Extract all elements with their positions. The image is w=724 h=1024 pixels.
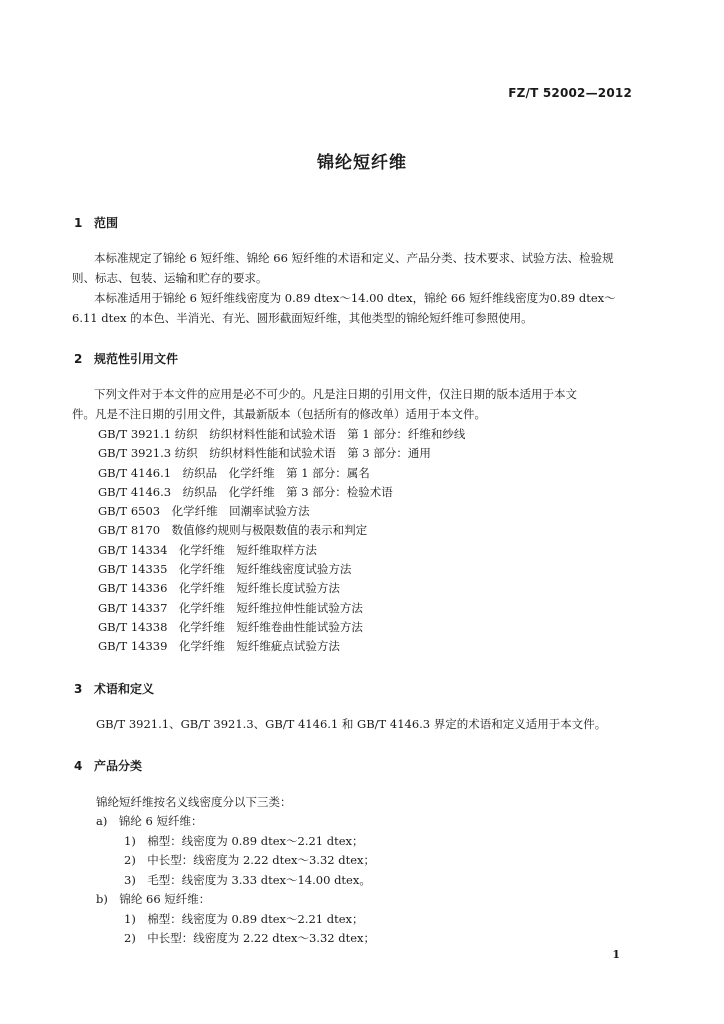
section-title: 范围 [94,216,119,230]
section-title: 产品分类 [94,759,143,773]
section-title: 术语和定义 [94,682,155,696]
list-item: 3) 毛型：线密度为 3.33 dtex～14.00 dtex。 [124,873,371,887]
reference-item: GB/T 14336 化学纤维 短纤维长度试验方法 [98,581,340,595]
reference-item: GB/T 14337 化学纤维 短纤维拉伸性能试验方法 [98,601,363,615]
reference-item: GB/T 14334 化学纤维 短纤维取样方法 [98,543,317,557]
reference-item: GB/T 6503 化学纤维 回潮率试验方法 [98,504,310,518]
section-number: 4 [74,759,83,773]
reference-item: GB/T 3921.1 纺织 纺织材料性能和试验术语 第 1 部分：纤维和纱线 [98,427,466,441]
list-item: 2) 中长型：线密度为 2.22 dtex～3.32 dtex； [124,853,376,867]
section-title: 规范性引用文件 [94,352,179,366]
reference-item: GB/T 4146.1 纺织品 化学纤维 第 1 部分：属名 [98,466,370,480]
section-number: 3 [74,682,83,696]
reference-item: GB/T 3921.3 纺织 纺织材料性能和试验术语 第 3 部分：通用 [98,446,431,460]
paragraph-line: 则、标志、包装、运输和贮存的要求。 [72,271,268,285]
list-item: 1) 棉型：线密度为 0.89 dtex～2.21 dtex； [124,912,364,926]
section-3-heading [74,680,154,697]
reference-item: GB/T 14338 化学纤维 短纤维卷曲性能试验方法 [98,620,363,634]
reference-item: GB/T 4146.3 纺织品 化学纤维 第 3 部分：检验术语 [98,485,393,499]
document-title: 锦纶短纤维 [317,153,407,173]
standard-number: FZ/T 52002—2012 [508,86,632,100]
list-item: a) 锦纶 6 短纤维： [96,814,203,828]
section-number: 1 [74,216,83,230]
reference-item: GB/T 14335 化学纤维 短纤维线密度试验方法 [98,562,352,576]
reference-item: GB/T 14339 化学纤维 短纤维疵点试验方法 [98,639,340,653]
paragraph-line: 下列文件对于本文件的应用是必不可少的。凡是注日期的引用文件，仅注日期的版本适用于本文 [94,387,577,401]
page-number: 1 [612,948,620,961]
section-2-heading [74,350,178,367]
paragraph-line: 锦纶短纤维按名义线密度分以下三类： [96,795,292,809]
paragraph-line: 本标准适用于锦纶 6 短纤维线密度为 0.89 dtex～14.00 dtex，锦纶 66 短纤维线密度为0.89 dtex～ [94,291,616,305]
paragraph-line: 6.11 dtex 的本色、半消光、有光、圆形截面短纤维，其他类型的锦纶短纤维可参照使用。 [72,311,533,325]
list-item: 1) 棉型：线密度为 0.89 dtex～2.21 dtex； [124,834,364,848]
section-number: 2 [74,352,83,366]
paragraph-line: GB/T 3921.1、GB/T 3921.3、GB/T 4146.1 和 GB/T 4146.3 界定的术语和定义适用于本文件。 [96,717,607,731]
paragraph-line: 本标准规定了锦纶 6 短纤维、锦纶 66 短纤维的术语和定义、产品分类、技术要求、试验方法、检验规 [94,251,614,265]
section-4-heading [74,757,142,774]
section-1-heading [74,214,118,231]
reference-item: GB/T 8170 数值修约规则与极限数值的表示和判定 [98,523,368,537]
paragraph-line: 件。凡是不注日期的引用文件，其最新版本（包括所有的修改单）适用于本文件。 [72,407,486,421]
list-item: 2) 中长型：线密度为 2.22 dtex～3.32 dtex； [124,931,376,945]
list-item: b) 锦纶 66 短纤维： [96,892,211,906]
